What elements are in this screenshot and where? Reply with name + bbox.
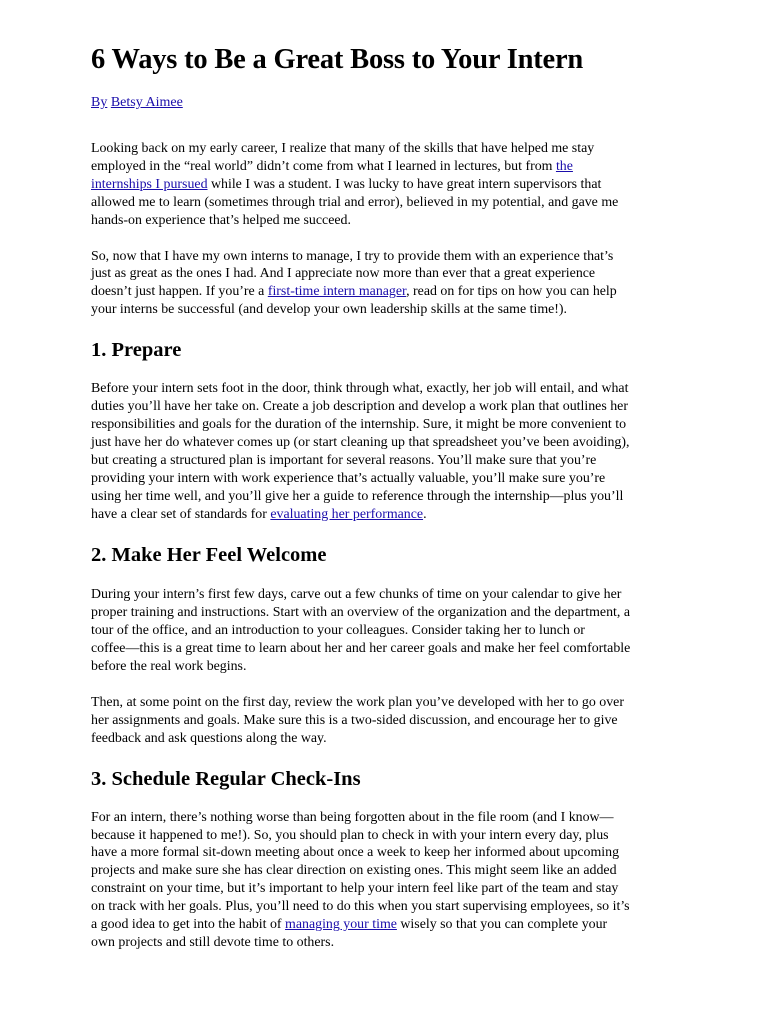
- first-time-intern-manager-link[interactable]: first-time intern manager: [267, 284, 407, 300]
- text-line: hands-on experience that’s helped me succeed.: [91, 212, 351, 228]
- section-heading-check-ins: 3. Schedule Regular Check-Ins: [91, 767, 361, 790]
- text-line: but creating a structured plan is important for several reasons. You’ll make sure that you’re: [91, 452, 597, 468]
- text-line: have a more formal sit-down meeting about once a week to keep her informed about upcoming: [91, 845, 620, 861]
- article-title: 6 Ways to Be a Great Boss to Your Intern: [91, 44, 584, 75]
- text-line: her assignments and goals. Make sure this is a two-sided discussion, and encourage her to give: [91, 712, 618, 728]
- text-line: before the real work begins.: [91, 659, 247, 675]
- section-2-paragraph-2: [91, 694, 681, 748]
- text-line: [91, 506, 681, 524]
- section-2-paragraph-1: [91, 586, 681, 676]
- text-line: your interns be successful (and develop your own leadership skills at the same time!).: [91, 302, 568, 318]
- text-line: Before your intern sets foot in the door, think through what, exactly, her job will entail, and what: [91, 381, 629, 397]
- text-line: proper training and instructions. Start with an overview of the organization and the department, a: [91, 605, 631, 621]
- section-heading-welcome: 2. Make Her Feel Welcome: [91, 544, 327, 567]
- intro-paragraph-2: [91, 248, 681, 320]
- section-1-paragraph: [91, 380, 681, 523]
- text-line: own projects and still devote time to others.: [91, 935, 335, 950]
- article: [91, 40, 681, 952]
- text-line: coffee—this is a great time to learn about her and her career goals and make her feel comfortable: [91, 641, 631, 657]
- evaluating-performance-link[interactable]: evaluating her performance: [270, 506, 424, 522]
- author-link[interactable]: Betsy Aimee: [110, 95, 183, 110]
- text-line: projects and make sure she has clear direction on existing ones. This might seem like an added: [91, 863, 617, 879]
- text-line: tour of the office, and an introduction to your colleagues. Consider taking her to lunch or: [91, 623, 585, 639]
- text-line: on track with her goals. Plus, you’ll need to do this when you start supervising employees, so it’s: [91, 899, 630, 915]
- text-line: because it happened to me!). So, you should plan to check in with your intern every day, plus: [91, 827, 609, 843]
- text-line: [91, 158, 681, 176]
- text-fragment: a good idea to get into the habit of: [91, 917, 286, 933]
- text-line: During your intern’s first few days, carve out a few chunks of time on your calendar to give her: [91, 587, 622, 603]
- managing-your-time-link[interactable]: managing your time: [285, 917, 397, 933]
- internships-link[interactable]: internships I pursued: [91, 176, 208, 192]
- text-fragment: doesn’t just happen. If you’re a: [91, 284, 268, 300]
- text-line: So, now that I have my own interns to manage, I try to provide them with an experience that’s: [91, 248, 614, 264]
- text-fragment: have a clear set of standards for: [91, 506, 271, 522]
- intro-paragraph-1: [91, 140, 681, 230]
- text-fragment: wisely so that you can complete your: [396, 917, 608, 933]
- text-line: [91, 176, 681, 194]
- text-line: just have her do whatever comes up (or start cleaning up that spreadsheet you’ve been avoiding),: [91, 434, 630, 450]
- text-line: duties you’ll have her take on. Create a job description and develop a work plan that outlines her: [91, 399, 628, 415]
- text-line: For an intern, there’s nothing worse than being forgotten about in the file room (and I know—: [91, 809, 614, 825]
- text-fragment: .: [423, 506, 427, 522]
- text-line: [91, 283, 681, 301]
- text-line: [91, 916, 681, 934]
- text-line: using her time well, and you’ll give her a guide to reference through the internship—plus you’ll: [91, 488, 624, 504]
- byline: [91, 94, 681, 112]
- text-line: Looking back on my early career, I realize that many of the skills that have helped me stay: [91, 141, 595, 156]
- text-line: feedback and ask questions along the way.: [91, 730, 327, 746]
- text-line: just as great as the ones I had. And I appreciate now more than ever that a great experience: [91, 266, 596, 282]
- text-fragment: , read on for tips on how you can help: [406, 284, 617, 300]
- text-line: allowed me to learn (sometimes through trial and error), believed in my potential, and gave me: [91, 194, 619, 210]
- text-line: providing your intern with work experience that’s actually valuable, you’ll make sure you’re: [91, 470, 606, 486]
- section-3-paragraph: [91, 809, 681, 952]
- byline-prefix-link[interactable]: By: [91, 95, 108, 110]
- text-line: responsibilities and goals for the duration of the internship. Sure, it might be more convenient to: [91, 416, 627, 432]
- text-line: Then, at some point on the first day, review the work plan you’ve developed with her to go over: [91, 694, 624, 710]
- internships-link[interactable]: the: [555, 158, 573, 174]
- section-heading-prepare: 1. Prepare: [91, 339, 182, 362]
- text-line: constraint on your time, but it’s important to help your intern feel like part of the team and stay: [91, 881, 619, 897]
- text-fragment: while I was a student. I was lucky to have great intern supervisors that: [207, 176, 602, 192]
- text-fragment: employed in the “real world” didn’t come from what I learned in lectures, but from: [91, 158, 556, 174]
